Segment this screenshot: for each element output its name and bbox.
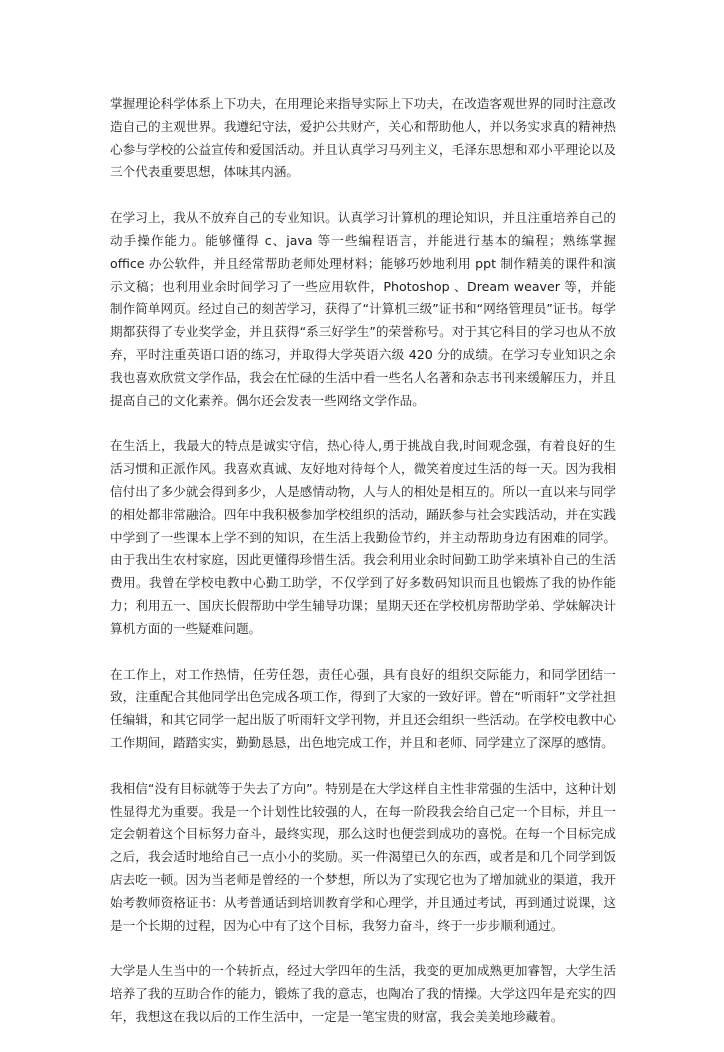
paragraph-ideology: 掌握理论科学体系上下功夫，在用理论来指导实际上下功夫，在改造客观世界的同时注意改造自己的主观世界。我遵纪守法，爱护公共财产，关心和帮助他人，并以务实求真的精神热心参与学校的公益宣传和爱国活动。并且认真学习马列主义，毛泽东思想和邓小平理论以及三个代表重要思想，体味其内涵。 — [110, 96, 616, 180]
paragraph-goals: 我相信“没有目标就等于失去了方向”。特别是在大学这样自主性非常强的生活中，这种计划性显得尤为重要。我是一个计划性比较强的人，在每一阶段我会给自己定一个目标，并且一定会朝着这个目标努力奋斗，最终实现，那么这时也便尝到成功的喜悦。在每一个目标完成之后，我会适时地给自己一点小小的奖励。买一件渴望已久的东西，或者是和几个同学到饭店去吃一顿。因为当老师是曾经的一个梦想，所以为了实现它也为了增加就业的渠道，我开始考教师资格证书：从考普通话到培训教育学和心理学，并且通过考试，再到通过说课，这是一个长期的过程，因为心中有了这个目标，我努力奋斗，终于一步步顺利通过。 — [110, 780, 616, 933]
paragraph-life: 在生活上，我最大的特点是诚实守信，热心待人,勇于挑战自我,时间观念强，有着良好的生活习惯和正派作风。我喜欢真诚、友好地对待每个人，微笑着度过生活的每一天。因为我相信付出了多少就会得到多少，人是感情动物，人与人的相处是相互的。所以一直以来与同学的相处都非常融洽。四年中我积极参加学校组织的活动，踊跃参与社会实践活动，并在实践中学到了一些课本上学不到的知识，在生活上我勤俭节约，并主动帮助身边有困难的同学。由于我出生农村家庭，因此更懂得珍惜生活。我会利用业余时间勤工助学来填补自己的生活费用。我曾在学校电教中心勤工助学，不仅学到了好多数码知识而且也锻炼了我的协作能力；利用五一、国庆长假帮助中学生辅导功课；星期天还在学校机房帮助学弟、学妹解决计算机方面的一些疑难问题。 — [110, 438, 616, 636]
document-page — [110, 93, 616, 1052]
paragraph-study: 在学习上，我从不放弃自己的专业知识。认真学习计算机的理论知识，并且注重培养自己的动手操作能力。能够懂得 c、java 等一些编程语言，并能进行基本的编程；熟练掌握 office 办公软件，并且经常帮助老师处理材料；能够巧妙地利用 ppt 制作精美的课件和演示文稿；也利用业余时间学习了一些应用软件，Photoshop 、Dream weaver 等，并能制作简单网页。经过自己的刻苦学习，获得了“计算机三级”证书和“网络管理员”证书。每学期都获得了专业奖学金，并且获得“系三好学生”的荣誉称号。对于其它科目的学习也从不放弃，平时注重英语口语的练习，并取得大学英语六级 420 分的成绩。在学习专业知识之余我也喜欢欣赏文学作品，我会在忙碌的生活中看一些名人名著和杂志书刊来缓解压力，并且提高自己的文化素养。偶尔还会发表一些网络文学作品。 — [110, 210, 616, 408]
paragraph-summary: 大学是人生当中的一个转折点，经过大学四年的生活，我变的更加成熟更加睿智，大学生活培养了我的互助合作的能力，锻炼了我的意志，也陶冶了我的情操。大学这四年是充实的四年，我想这在我以后的工作生活中，一定是一笔宝贵的财富，我会美美地珍藏着。 — [110, 963, 616, 1024]
paragraph-work: 在工作上，对工作热情，任劳任怨，责任心强，具有良好的组织交际能力，和同学团结一致，注重配合其他同学出色完成各项工作，得到了大家的一致好评。曾在“听雨轩”文学社担任编辑，和其它同学一起出版了听雨轩文学刊物，并且还会组织一些活动。在学校电教中心工作期间，踏踏实实，勤勤恳恳，出色地完成工作，并且和老师、同学建立了深厚的感情。 — [110, 666, 616, 750]
